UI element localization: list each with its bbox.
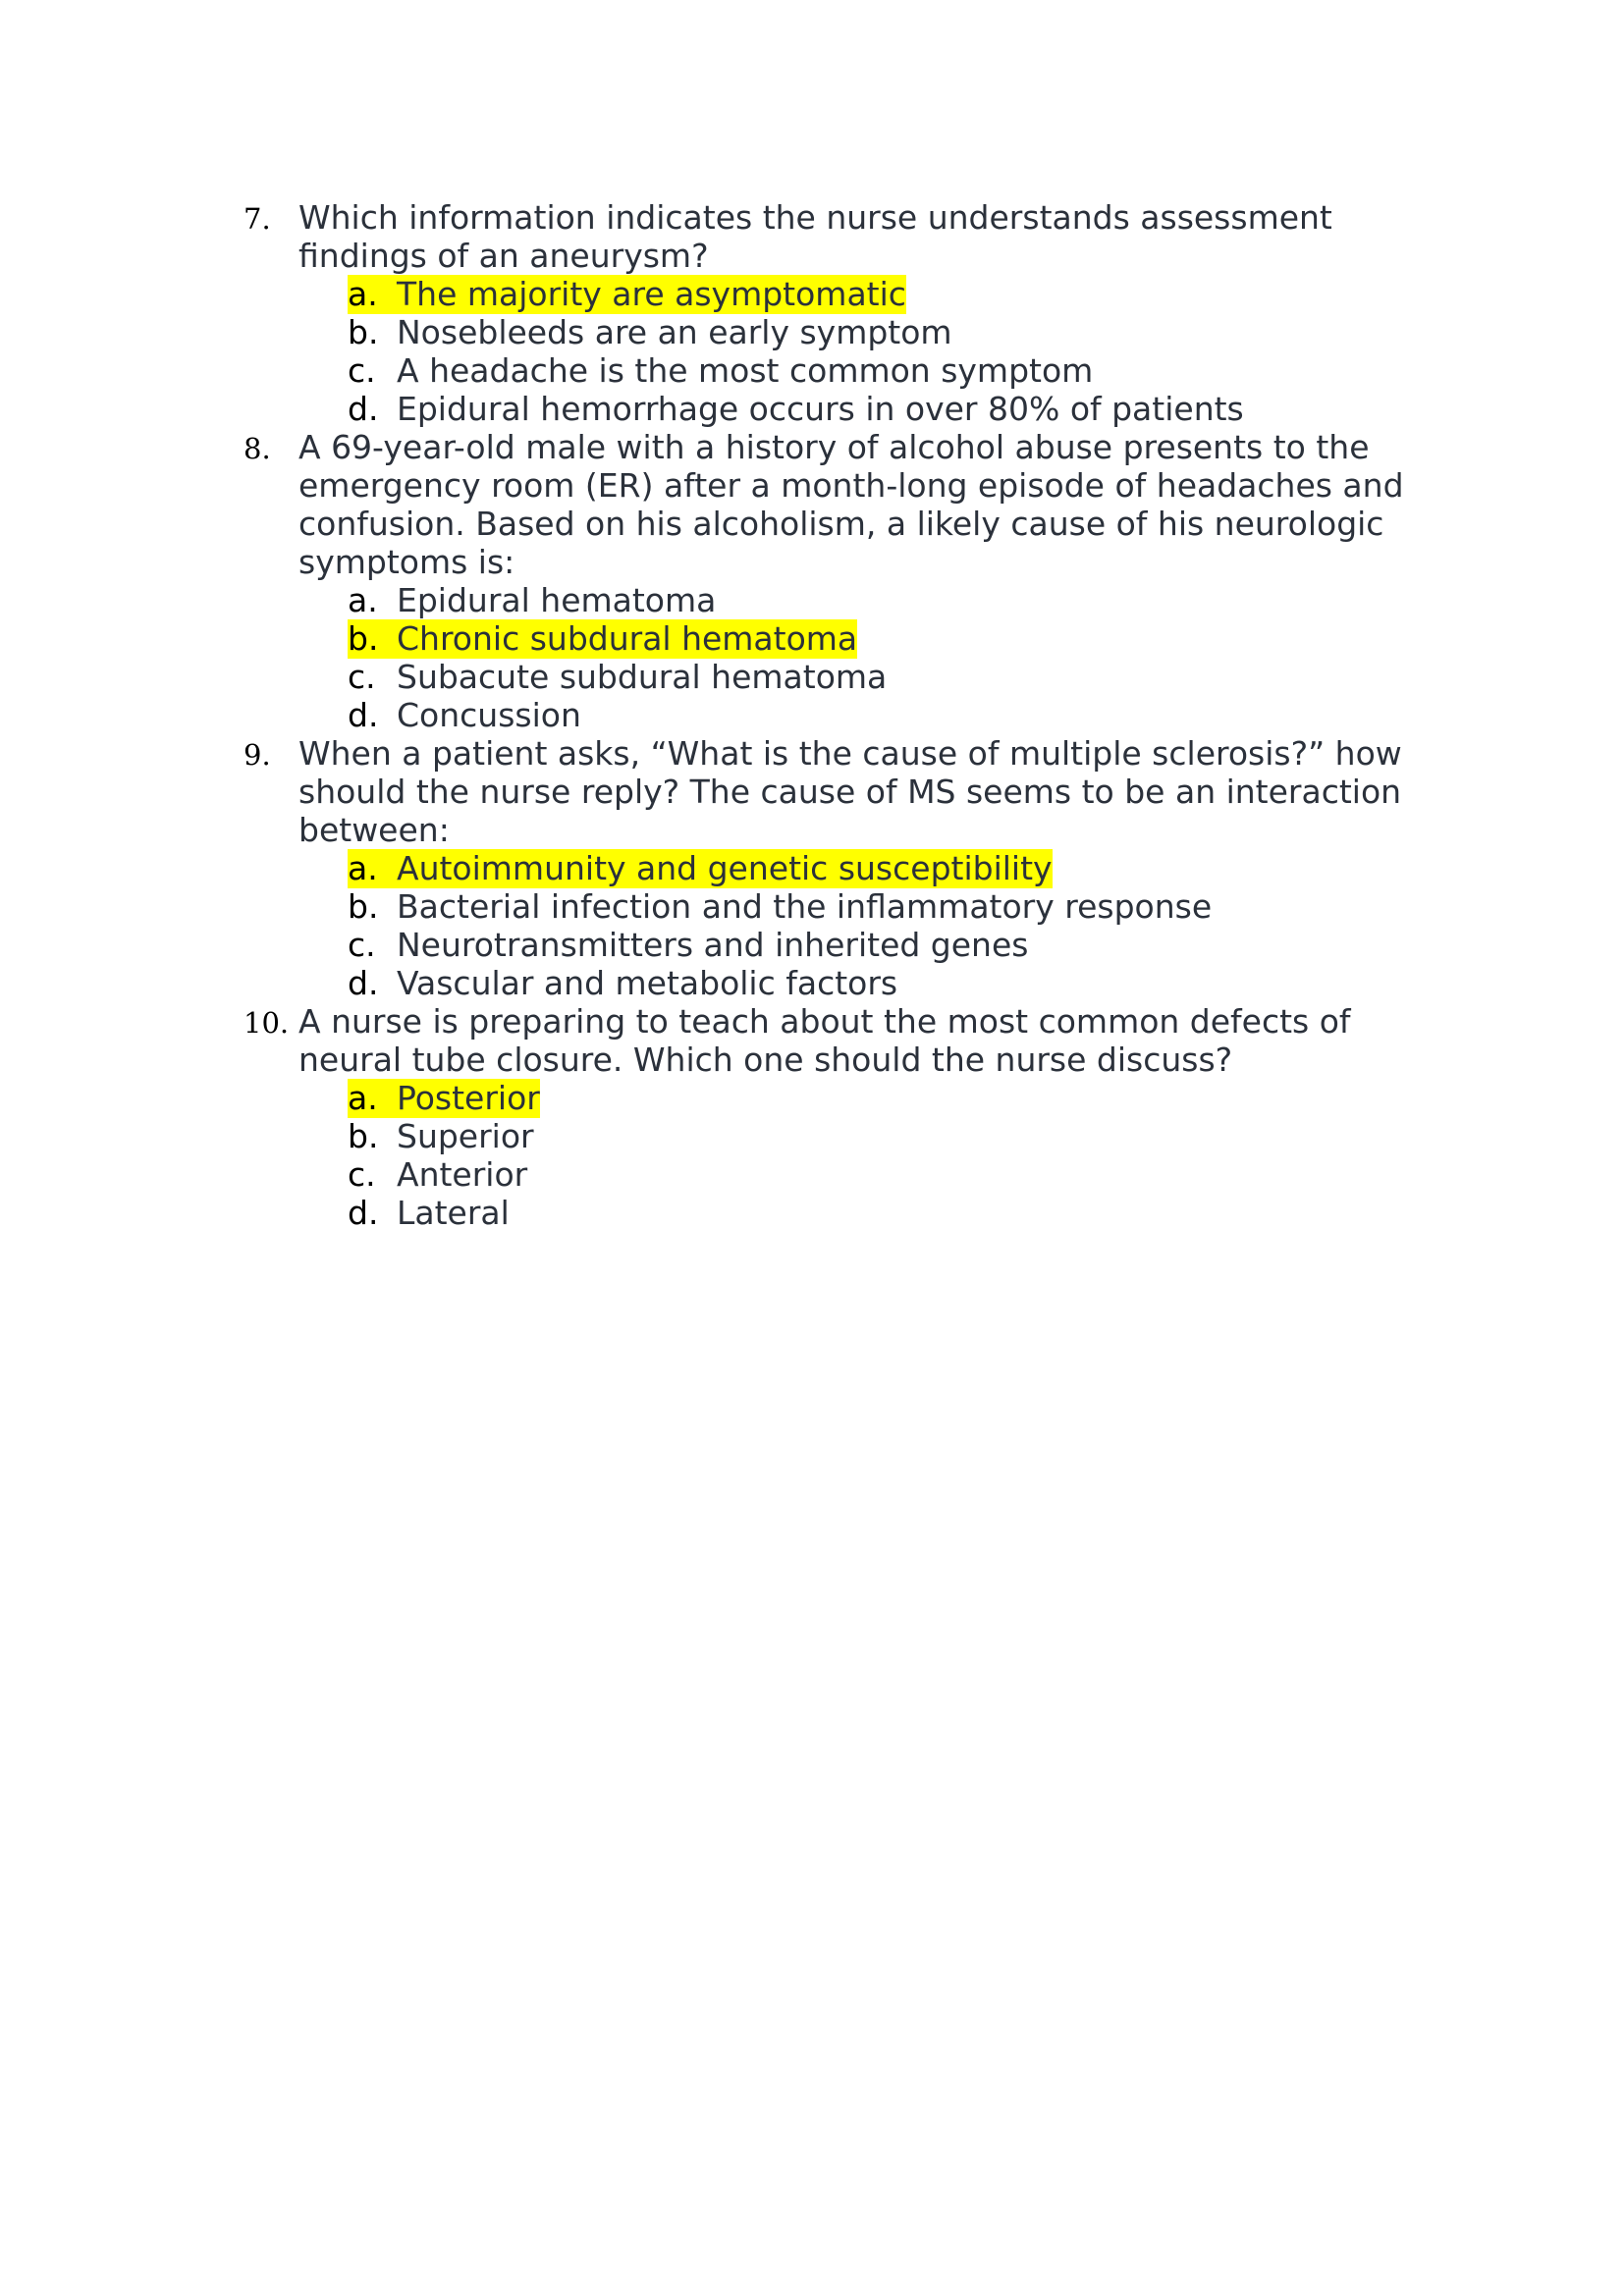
option-text: Nosebleeds are an early symptom bbox=[397, 313, 952, 351]
question-body bbox=[298, 198, 1441, 428]
answer-option bbox=[348, 887, 1441, 926]
question-number: 10. bbox=[244, 1006, 290, 1040]
option-label: a. bbox=[348, 581, 378, 619]
question-item bbox=[244, 1002, 1441, 1232]
answer-options bbox=[298, 581, 1441, 734]
answer-options bbox=[298, 275, 1441, 428]
option-label: d. bbox=[348, 1194, 379, 1232]
option-highlight bbox=[348, 1194, 510, 1233]
option-text: Superior bbox=[397, 1117, 534, 1155]
option-label: b. bbox=[348, 1117, 379, 1155]
answer-option bbox=[348, 313, 1441, 351]
question-number: 8. bbox=[244, 432, 271, 465]
option-highlight bbox=[348, 696, 581, 735]
question-text: A nurse is preparing to teach about the most common defects of neural tube closure. Which one should the nurse discuss? bbox=[298, 1002, 1351, 1079]
option-highlight bbox=[348, 849, 1053, 888]
option-text: Epidural hematoma bbox=[397, 581, 717, 619]
answer-option bbox=[348, 696, 1441, 734]
option-highlight bbox=[348, 658, 887, 697]
answer-option bbox=[348, 1155, 1441, 1194]
question-body bbox=[298, 734, 1441, 1002]
answer-options bbox=[298, 849, 1441, 1002]
answer-option bbox=[348, 581, 1441, 619]
option-label: b. bbox=[348, 313, 379, 351]
option-label: b. bbox=[348, 887, 379, 926]
option-highlight bbox=[348, 887, 1212, 927]
question-item bbox=[244, 734, 1441, 1002]
option-text: A headache is the most common symptom bbox=[397, 351, 1094, 390]
answer-option bbox=[348, 1194, 1441, 1232]
option-text: Anterior bbox=[397, 1155, 528, 1194]
option-label: d. bbox=[348, 696, 379, 734]
option-label: c. bbox=[348, 351, 376, 390]
option-highlight bbox=[348, 1155, 527, 1195]
option-label: a. bbox=[348, 1079, 378, 1117]
option-label: d. bbox=[348, 390, 379, 428]
option-highlight bbox=[348, 619, 857, 659]
option-highlight bbox=[348, 351, 1093, 391]
option-text: Subacute subdural hematoma bbox=[397, 658, 888, 696]
option-text: Concussion bbox=[397, 696, 581, 734]
option-text: Neurotransmitters and inherited genes bbox=[397, 926, 1029, 964]
answer-option bbox=[348, 1079, 1441, 1117]
option-text: Lateral bbox=[397, 1194, 510, 1232]
option-highlight bbox=[348, 581, 716, 620]
option-label: a. bbox=[348, 849, 378, 887]
answer-option bbox=[348, 351, 1441, 390]
answer-option bbox=[348, 619, 1441, 658]
question-body bbox=[298, 428, 1441, 734]
question-list bbox=[244, 198, 1441, 1232]
question-text: A 69-year-old male with a history of alcohol abuse presents to the emergency room (ER) after a month-long episode of headaches and confusion. Based on his alcoholism, a likely cause of his neurologic symptoms is: bbox=[298, 428, 1404, 581]
option-highlight bbox=[348, 313, 952, 352]
option-highlight bbox=[348, 390, 1244, 429]
option-text: Vascular and metabolic factors bbox=[397, 964, 898, 1002]
answer-option bbox=[348, 926, 1441, 964]
option-label: b. bbox=[348, 619, 379, 658]
answer-option bbox=[348, 964, 1441, 1002]
question-item bbox=[244, 198, 1441, 428]
answer-option bbox=[348, 390, 1441, 428]
answer-options bbox=[298, 1079, 1441, 1232]
option-highlight bbox=[348, 1117, 534, 1156]
option-label: c. bbox=[348, 926, 376, 964]
question-number: 9. bbox=[244, 738, 271, 772]
option-label: d. bbox=[348, 964, 379, 1002]
option-label: c. bbox=[348, 1155, 376, 1194]
question-text: When a patient asks, “What is the cause of multiple sclerosis?” how should the nurse reply? The cause of MS seems to be an interaction between: bbox=[298, 734, 1402, 849]
answer-option bbox=[348, 275, 1441, 313]
question-item bbox=[244, 428, 1441, 734]
option-label: a. bbox=[348, 275, 378, 313]
option-text: Autoimmunity and genetic susceptibility bbox=[397, 849, 1053, 887]
option-text: Epidural hemorrhage occurs in over 80% of patients bbox=[397, 390, 1244, 428]
answer-option bbox=[348, 658, 1441, 696]
answer-option bbox=[348, 1117, 1441, 1155]
option-highlight bbox=[348, 926, 1028, 965]
option-highlight bbox=[348, 964, 897, 1003]
answer-option bbox=[348, 849, 1441, 887]
question-number: 7. bbox=[244, 202, 271, 236]
option-label: c. bbox=[348, 658, 376, 696]
option-highlight bbox=[348, 1079, 540, 1118]
option-text: Chronic subdural hematoma bbox=[397, 619, 858, 658]
question-text: Which information indicates the nurse understands assessment findings of an aneurysm? bbox=[298, 198, 1332, 275]
option-text: Posterior bbox=[397, 1079, 540, 1117]
option-text: Bacterial infection and the inflammatory response bbox=[397, 887, 1213, 926]
option-text: The majority are asymptomatic bbox=[397, 275, 906, 313]
question-body bbox=[298, 1002, 1441, 1232]
option-highlight bbox=[348, 275, 906, 314]
